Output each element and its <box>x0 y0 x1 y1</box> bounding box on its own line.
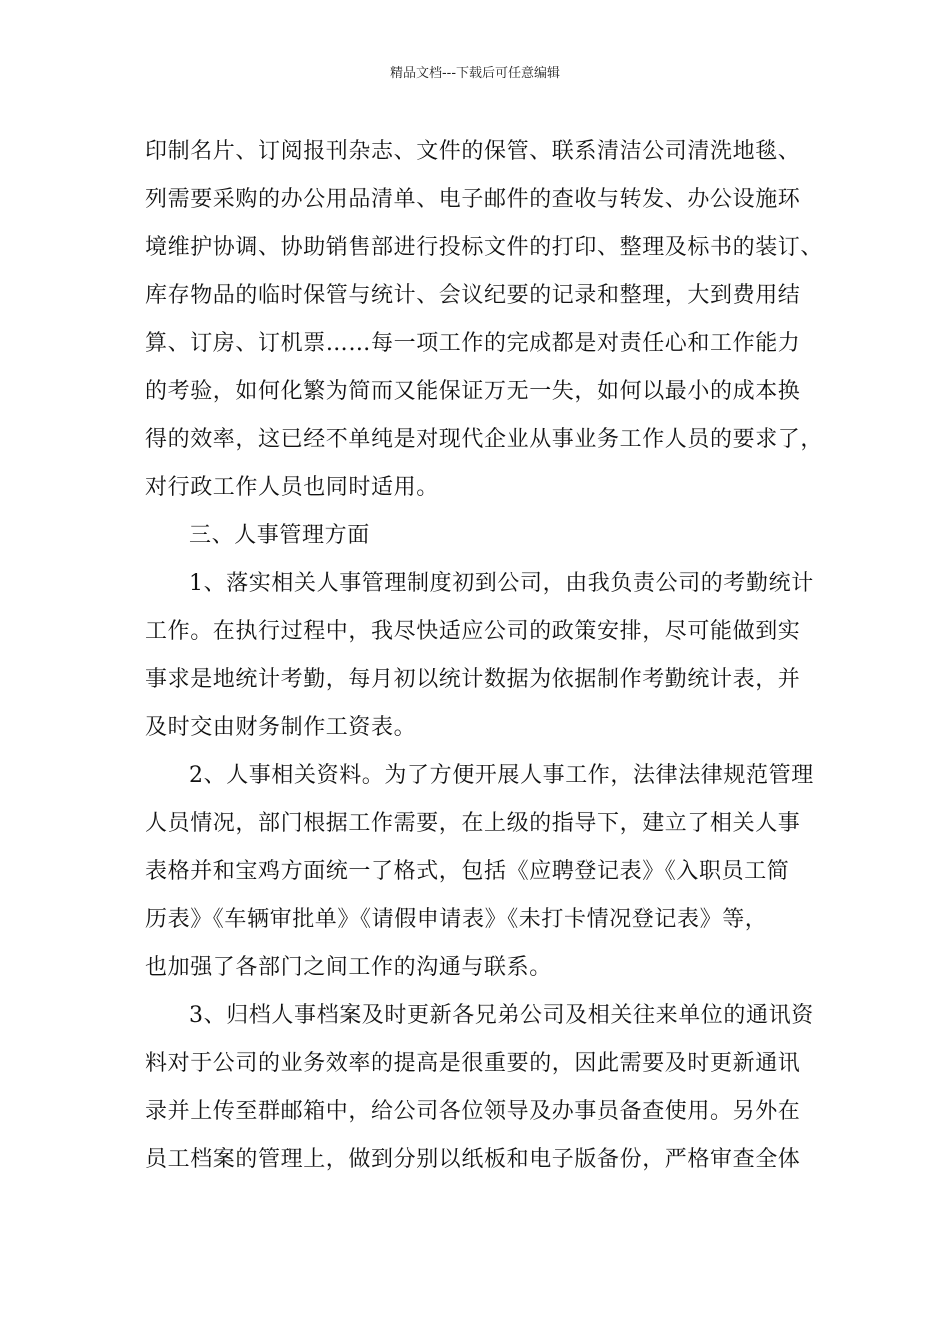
text-line: 对行政工作人员也同时适用。 <box>145 475 439 500</box>
page-header: 精品文档---下载后可任意编辑 <box>389 66 561 81</box>
text-line: 及时交由财务制作工资表。 <box>145 715 417 740</box>
text-line: 也加强了各部门之间工作的沟通与联系。 <box>145 955 552 980</box>
document-body <box>145 128 835 1184</box>
text-line: 录并上传至群邮箱中，给公司各位领导及办事员备查使用。另外在 <box>145 1099 801 1124</box>
text-line: 库存物品的临时保管与统计、会议纪要的记录和整理，大到费用结 <box>145 283 801 308</box>
text-line: 员工档案的管理上，做到分别以纸板和电子版备份，严格审查全体 <box>145 1147 801 1172</box>
text-line: 列需要采购的办公用品清单、电子邮件的查收与转发、办公设施环 <box>145 187 801 212</box>
text-line: 历表》《车辆审批单》《请假申请表》《未打卡情况登记表》等， <box>145 907 768 932</box>
text-line: 1、落实相关人事管理制度初到公司，由我负责公司的考勤统计 <box>189 571 814 596</box>
text-line: 2、人事相关资料。为了方便开展人事工作，法律法律规范管理 <box>189 763 814 788</box>
text-line: 算、订房、订机票……每一项工作的完成都是对责任心和工作能力 <box>145 331 801 356</box>
text-line: 的考验，如何化繁为简而又能保证万无一失，如何以最小的成本换 <box>145 379 801 404</box>
text-line: 人员情况，部门根据工作需要，在上级的指导下，建立了相关人事 <box>145 811 801 836</box>
text-line: 得的效率，这已经不单纯是对现代企业从事业务工作人员的要求了， <box>145 427 824 452</box>
text-line: 料对于公司的业务效率的提高是很重要的，因此需要及时更新通讯 <box>145 1051 801 1076</box>
text-line: 表格并和宝鸡方面统一了格式，包括《应聘登记表》《入职员工简 <box>145 859 790 884</box>
text-line: 印制名片、订阅报刊杂志、文件的保管、联系清洁公司清洗地毯、 <box>145 139 801 164</box>
text-line: 事求是地统计考勤，每月初以统计数据为依据制作考勤统计表，并 <box>145 667 801 692</box>
section-heading: 三、人事管理方面 <box>189 523 370 548</box>
text-line: 工作。在执行过程中，我尽快适应公司的政策安排，尽可能做到实 <box>145 619 801 644</box>
text-line: 境维护协调、协助销售部进行投标文件的打印、整理及标书的装订、 <box>145 235 824 260</box>
text-line: 3、归档人事档案及时更新各兄弟公司及相关往来单位的通讯资 <box>189 1003 814 1028</box>
